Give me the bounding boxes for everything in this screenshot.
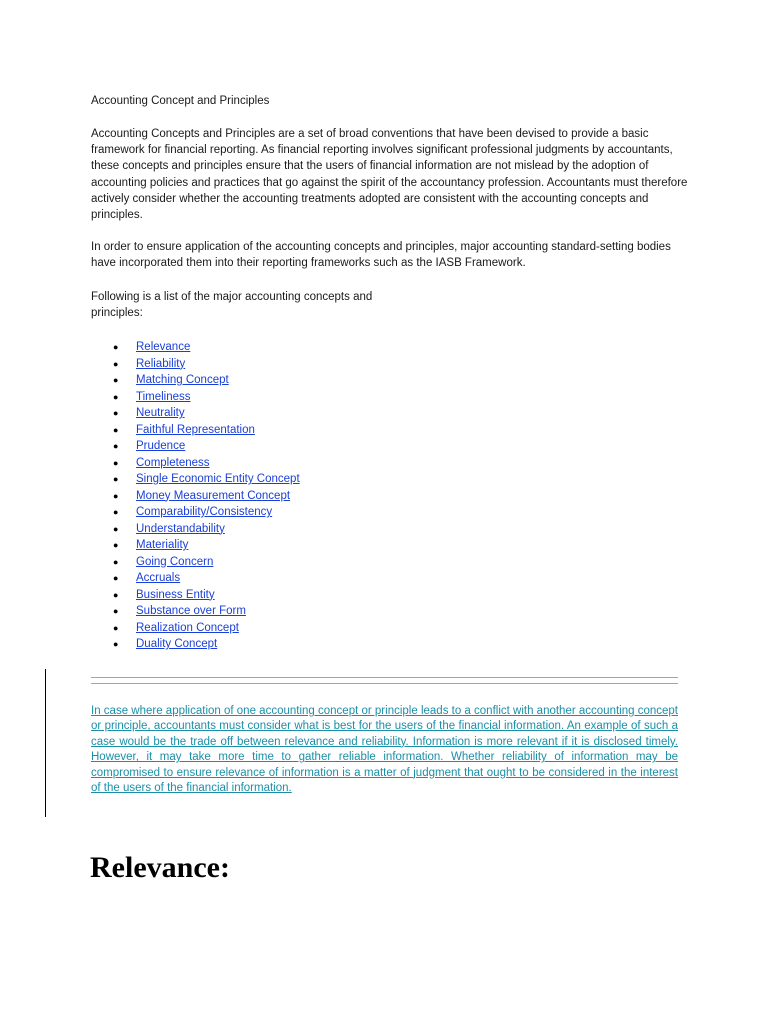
concept-link-prudence[interactable]: Prudence <box>136 440 186 452</box>
bullet-icon: ● <box>113 622 119 633</box>
list-item <box>91 405 300 422</box>
bullet-icon: ● <box>113 523 119 534</box>
concept-link-business-entity[interactable]: Business Entity <box>136 588 215 601</box>
concept-link-neutrality[interactable]: Neutrality <box>136 407 185 419</box>
framework-paragraph: In order to ensure application of the accounting concepts and principles, major accounting standard-setting bodies have incorporated them into their reporting frameworks such as the IASB Framework. <box>91 241 671 270</box>
list-item <box>91 422 300 439</box>
concept-link-duality[interactable]: Duality Concept <box>136 638 218 650</box>
list-item <box>91 471 300 488</box>
concept-link-money-measurement[interactable]: Money Measurement Concept <box>136 489 291 502</box>
concept-link-materiality[interactable]: Materiality <box>136 539 189 551</box>
bullet-icon: ● <box>113 606 119 616</box>
concept-link-single-economic-entity[interactable]: Single Economic Entity Concept <box>136 473 300 485</box>
bullet-icon: ● <box>113 474 119 484</box>
list-item <box>91 603 300 620</box>
concept-link-going-concern[interactable]: Going Concern <box>136 555 214 568</box>
list-intro-paragraph: Following is a list of the major accounting concepts and principles: <box>91 291 373 320</box>
bullet-icon: ● <box>113 375 119 385</box>
list-item <box>91 620 300 637</box>
list-item <box>91 488 300 505</box>
document-title: Accounting Concept and Principles <box>91 95 270 107</box>
list-item <box>91 356 300 373</box>
bullet-icon: ● <box>113 556 119 567</box>
concepts-list <box>91 339 300 653</box>
bullet-icon: ● <box>113 589 119 600</box>
concept-link-accruals[interactable]: Accruals <box>136 572 181 584</box>
concept-link-substance-over-form[interactable]: Substance over Form <box>136 605 246 617</box>
list-item <box>91 339 300 356</box>
concept-link-comparability-consistency[interactable]: Comparability/Consistency <box>136 506 273 518</box>
bullet-icon: ● <box>113 573 119 583</box>
bullet-icon: ● <box>113 639 119 649</box>
change-bar <box>45 669 46 817</box>
concept-link-reliability[interactable]: Reliability <box>136 357 186 370</box>
list-item <box>91 389 300 406</box>
bullet-icon: ● <box>113 342 119 352</box>
concept-link-completeness[interactable]: Completeness <box>136 456 210 469</box>
list-item <box>91 537 300 554</box>
intro-paragraph: Accounting Concepts and Principles are a set of broad conventions that have been devised to provide a basic framework for financial reporting. As financial reporting involves significant professional judgments by accountants, these concepts and principles ensure that the users of financial information are not mislead by the adoption of accounting policies and practices that go against the spirit of the accountancy profession. Accountants must therefore actively consider whether the accounting treatments adopted are consistent with the accounting concepts and principles. <box>91 128 688 222</box>
bullet-icon: ● <box>113 408 119 418</box>
list-item <box>91 455 300 472</box>
section-heading-relevance: Relevance: <box>90 851 230 884</box>
conflict-note-link[interactable]: In case where application of one accounting concept or principle leads to a conflict with another accounting concept or principle, accountants must consider what is best for the users of the financial information. An example of such a case would be the trade off between relevance and reliability. Information is more relevant if it is disclosed timely. However, it may take more time to gather reliable information. Whether reliability of information may be compromised to ensure relevance of information is a matter of judgment that ought to be considered in the interest of the users of the financial information. <box>91 705 678 795</box>
list-item <box>91 636 300 653</box>
concept-link-timeliness[interactable]: Timeliness <box>136 390 191 403</box>
list-item <box>91 554 300 571</box>
concept-link-faithful-representation[interactable]: Faithful Representation <box>136 423 255 436</box>
list-item <box>91 570 300 587</box>
list-item <box>91 587 300 604</box>
concept-link-matching[interactable]: Matching Concept <box>136 374 229 386</box>
divider-line <box>91 677 678 678</box>
bullet-icon: ● <box>113 358 119 369</box>
bullet-icon: ● <box>113 457 119 468</box>
bullet-icon: ● <box>113 441 119 451</box>
bullet-icon: ● <box>113 391 119 402</box>
concept-link-realization[interactable]: Realization Concept <box>136 621 239 634</box>
bullet-icon: ● <box>113 540 119 550</box>
bullet-icon: ● <box>113 490 119 501</box>
list-item <box>91 438 300 455</box>
list-item <box>91 372 300 389</box>
bullet-icon: ● <box>113 424 119 435</box>
concept-link-relevance[interactable]: Relevance <box>136 341 191 353</box>
concept-link-understandability[interactable]: Understandability <box>136 522 225 535</box>
divider-line <box>91 683 678 684</box>
list-item <box>91 504 300 521</box>
list-item <box>91 521 300 538</box>
bullet-icon: ● <box>113 507 119 517</box>
